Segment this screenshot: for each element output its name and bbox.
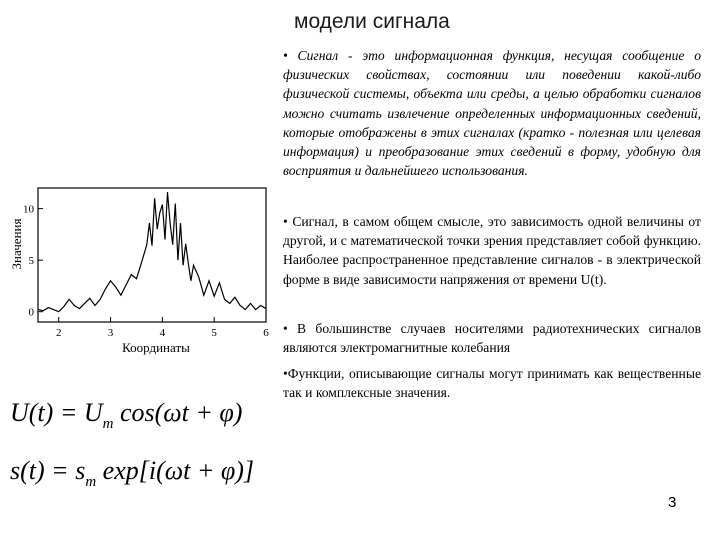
slide-title: модели сигнала [294, 10, 450, 33]
y-axis-label: Значения [9, 218, 24, 270]
y-tick-label: 0 [28, 306, 34, 319]
formula-exponential [10, 456, 254, 491]
signal-series-line [38, 192, 266, 312]
page-number: 3 [668, 494, 677, 511]
signal-definition-paragraph: • Сигнал - это информационная функция, несущая сообщение о физических свойствах, состоянии или поведении какой-либо физической системы, объекта или среды, а целью обработки сигналов можно считать извлечение определенных информационных сведений, которые отображены в этих сигналах (кратко - полезная или целевая информация) и преобразование этих сведений в форму, удобную для восприятия и дальнейшего использования. [283, 48, 701, 179]
plot-frame [38, 188, 266, 322]
signal-function-paragraph: • Сигнал, в самом общем смысле, это зависимость одной величины от другой, и с математической точки зрения представляет собой функцию. Наиболее распространенное представление сигналов - в электрической форме в виде зависимости напряжения от времени U(t). [283, 214, 701, 287]
formula-cosine-subscript: m [102, 416, 114, 432]
formula-exponential-lhs: s(t) = s [10, 456, 86, 485]
x-tick-label: 5 [211, 327, 217, 339]
formula-exponential-rhs: exp[i(ωt + φ)] [96, 456, 255, 485]
y-tick-label: 10 [23, 203, 34, 216]
x-tick-label: 3 [107, 327, 114, 339]
formula-cosine-lhs: U(t) = U [10, 398, 103, 427]
x-tick-label: 6 [263, 327, 269, 339]
signal-carriers-paragraph: • В большинстве случаев носителями радиотехнических сигналов являются электромагнитные колебания [283, 321, 701, 356]
signal-chart [8, 184, 270, 358]
x-tick-label: 2 [55, 327, 62, 339]
x-tick-label: 4 [159, 327, 166, 339]
formula-cosine-rhs: cos(ωt + φ) [113, 398, 243, 427]
formula-exponential-subscript: m [85, 474, 97, 490]
x-axis-label: Координаты [122, 340, 190, 355]
y-tick-label: 5 [28, 255, 34, 268]
signal-values-paragraph: •Функции, описывающие сигналы могут принимать как вещественные так и комплексные значения. [283, 366, 701, 401]
formula-cosine [10, 398, 242, 433]
